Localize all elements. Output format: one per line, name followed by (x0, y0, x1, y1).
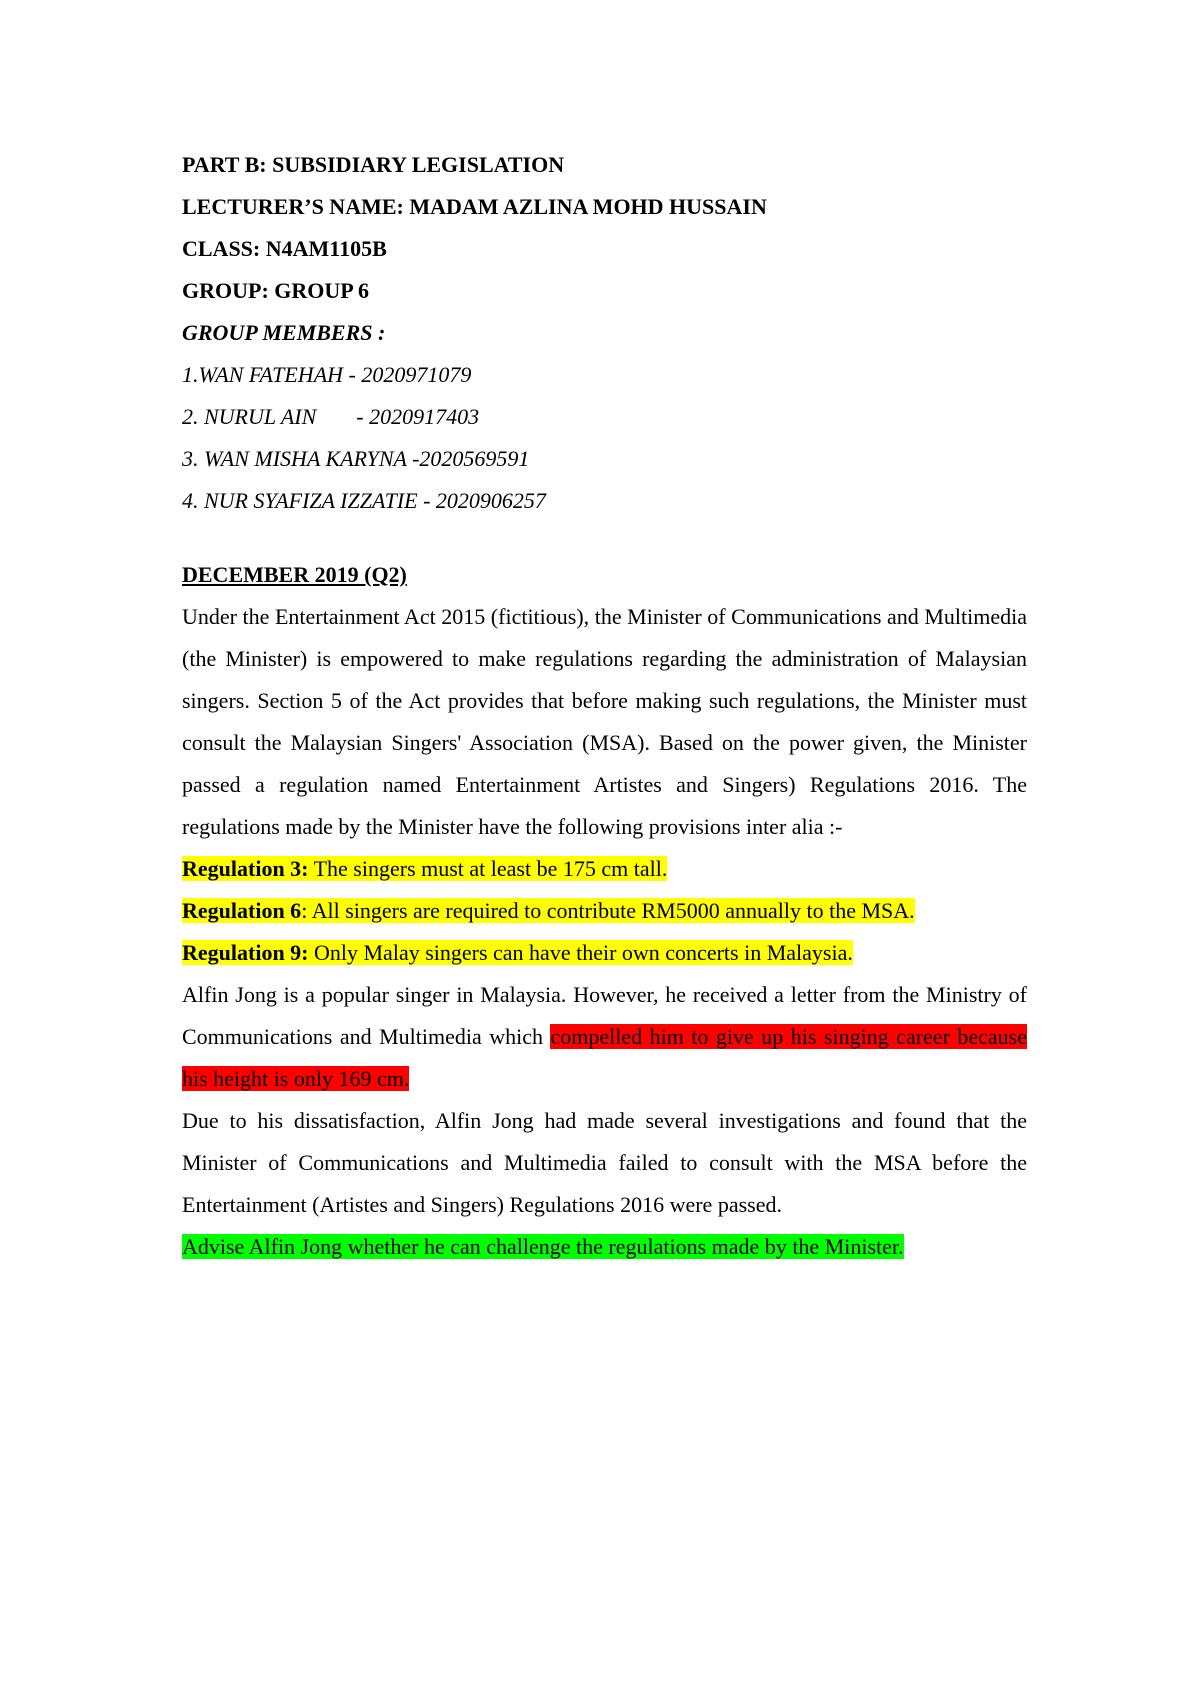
section-spacer (182, 522, 1027, 554)
facts-second-paragraph: Due to his dissatisfaction, Alfin Jong had made several investigations and found that the Minister of Communications and Multimedia failed to consult with the MSA before the Entertainment (Artistes and Singers) Regulations 2016 were passed. (182, 1108, 1027, 1217)
regulation-3-highlight (182, 856, 667, 881)
regulation-9-highlight (182, 940, 853, 965)
question-intro: Under the Entertainment Act 2015 (fictitious), the Minister of Communications and Multimedia (the Minister) is empowered to make regulations regarding the administration of Malaysian singers. Section 5 of the Act provides that before making such regulations, the Minister must consult the Malaysian Singers' Association (MSA). Based on the power given, the Minister passed a regulation named Entertainment Artistes and Singers) Regulations 2016. The regulations made by the Minister have the following provisions inter alia :- (182, 604, 1027, 839)
regulation-9-label: Regulation 9: (182, 940, 309, 965)
regulation-6-highlight (182, 898, 915, 923)
member-2-name: 2. NURUL AIN (182, 404, 317, 429)
regulation-6-label: Regulation 6 (182, 898, 302, 923)
member-1: 1.WAN FATEHAH - 2020971079 (182, 362, 472, 387)
class-code: CLASS: N4AM1105B (182, 236, 387, 261)
regulation-6-text: : All singers are required to contribute RM5000 annually to the MSA. (301, 898, 915, 923)
member-3: 3. WAN MISHA KARYNA -2020569591 (182, 446, 530, 471)
task-green-highlight: Advise Alfin Jong whether he can challenge the regulations made by the Minister. (182, 1234, 904, 1259)
regulation-3 (182, 848, 1027, 890)
regulation-9 (182, 932, 1027, 974)
facts-text: Alfin Jong is a popular singer in Malaysia. However, he received a letter from the Ministry of Communications and Multimedia which (182, 982, 1027, 1049)
question-heading: DECEMBER 2019 (Q2) (182, 562, 407, 587)
document-content (182, 144, 1027, 1268)
members-heading: GROUP MEMBERS : (182, 320, 386, 345)
member-4: 4. NUR SYAFIZA IZZATIE - 2020906257 (182, 488, 546, 513)
group-name: GROUP: GROUP 6 (182, 278, 369, 303)
task-line (182, 1226, 1027, 1268)
member-2 (182, 396, 1027, 438)
facts-red-highlight: compelled him to give up his singing career because his height is only 169 cm. (182, 1024, 1028, 1091)
facts-paragraph (182, 974, 1027, 1100)
regulation-3-label: Regulation 3: (182, 856, 309, 881)
regulation-6 (182, 890, 1027, 932)
regulation-9-text: Only Malay singers can have their own concerts in Malaysia. (308, 940, 853, 965)
regulation-3-text: The singers must at least be 175 cm tall. (308, 856, 668, 881)
part-title: PART B: SUBSIDIARY LEGISLATION (182, 152, 565, 177)
member-2-id: - 2020917403 (356, 404, 480, 429)
lecturer-name: LECTURER’S NAME: MADAM AZLINA MOHD HUSSAIN (182, 194, 767, 219)
